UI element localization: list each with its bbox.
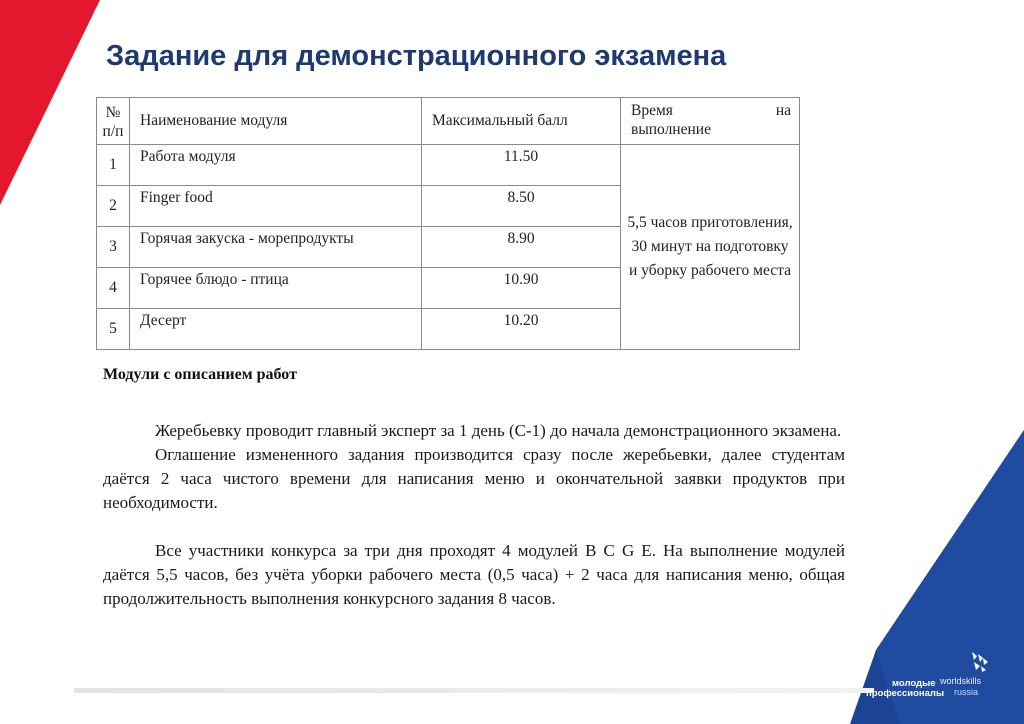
paragraph-announcement: Оглашение измененного задания производится сразу после жеребьевки, далее студентам даётся 2 часа чистого времени для написания меню и окончательной заявки продуктов при необходимости. <box>103 445 845 512</box>
row-score: 8.50 <box>422 186 621 227</box>
header-number-line2: п/п <box>102 123 124 140</box>
row-score: 11.50 <box>422 145 621 186</box>
row-number: 1 <box>97 145 130 186</box>
row-number: 4 <box>97 268 130 309</box>
header-number <box>97 98 130 145</box>
page-title: Задание для демонстрационного экзамена <box>106 40 727 72</box>
row-number: 3 <box>97 227 130 268</box>
table-row <box>97 145 800 186</box>
paragraph-modules: Все участники конкурса за три дня проходят 4 модулей B C G E. На выполнение модулей даётся 5,5 часов, без учёта уборки рабочего места (0,5 часа) + 2 часа для написания меню, общая продолжительность выполнения конкурсного задания 8 часов. <box>103 541 845 608</box>
row-module-name: Finger food <box>130 186 422 227</box>
logo-brand: worldskills <box>940 676 982 686</box>
row-number: 5 <box>97 309 130 350</box>
modules-table <box>96 97 800 350</box>
row-score: 10.20 <box>422 309 621 350</box>
time-value-cell: 5,5 часов приготовления, 30 минут на подготовку и уборку рабочего места <box>621 145 800 350</box>
footer-divider <box>74 688 874 693</box>
section-subheading: Модули с описанием работ <box>103 366 297 383</box>
row-score: 10.90 <box>422 268 621 309</box>
header-time <box>621 98 800 145</box>
worldskills-emblem-icon <box>968 650 990 674</box>
row-module-name: Горячее блюдо - птица <box>130 268 422 309</box>
row-number: 2 <box>97 186 130 227</box>
red-corner-shape <box>0 0 100 205</box>
row-module-name: Горячая закуска - морепродукты <box>130 227 422 268</box>
worldskills-logo <box>866 650 1000 700</box>
table-header-row <box>97 98 800 145</box>
row-module-name: Десерт <box>130 309 422 350</box>
header-time-word1: Время <box>631 102 673 119</box>
paragraph-draw: Жеребьевку проводит главный эксперт за 1 день (С-1) до начала демонстрационного экзамена. <box>155 421 842 440</box>
header-number-line1: № <box>105 104 121 121</box>
description-text <box>103 419 845 611</box>
header-max-score: Максимальный балл <box>422 98 621 145</box>
row-module-name: Работа модуля <box>130 145 422 186</box>
logo-text-line1: молодые <box>892 678 936 689</box>
header-module-name: Наименование модуля <box>130 98 422 145</box>
logo-text-line2: профессионалы <box>866 688 945 699</box>
header-time-word2: на <box>775 102 791 119</box>
header-time-line2: выполнение <box>631 121 711 138</box>
logo-region: russia <box>954 687 979 697</box>
row-score: 8.90 <box>422 227 621 268</box>
